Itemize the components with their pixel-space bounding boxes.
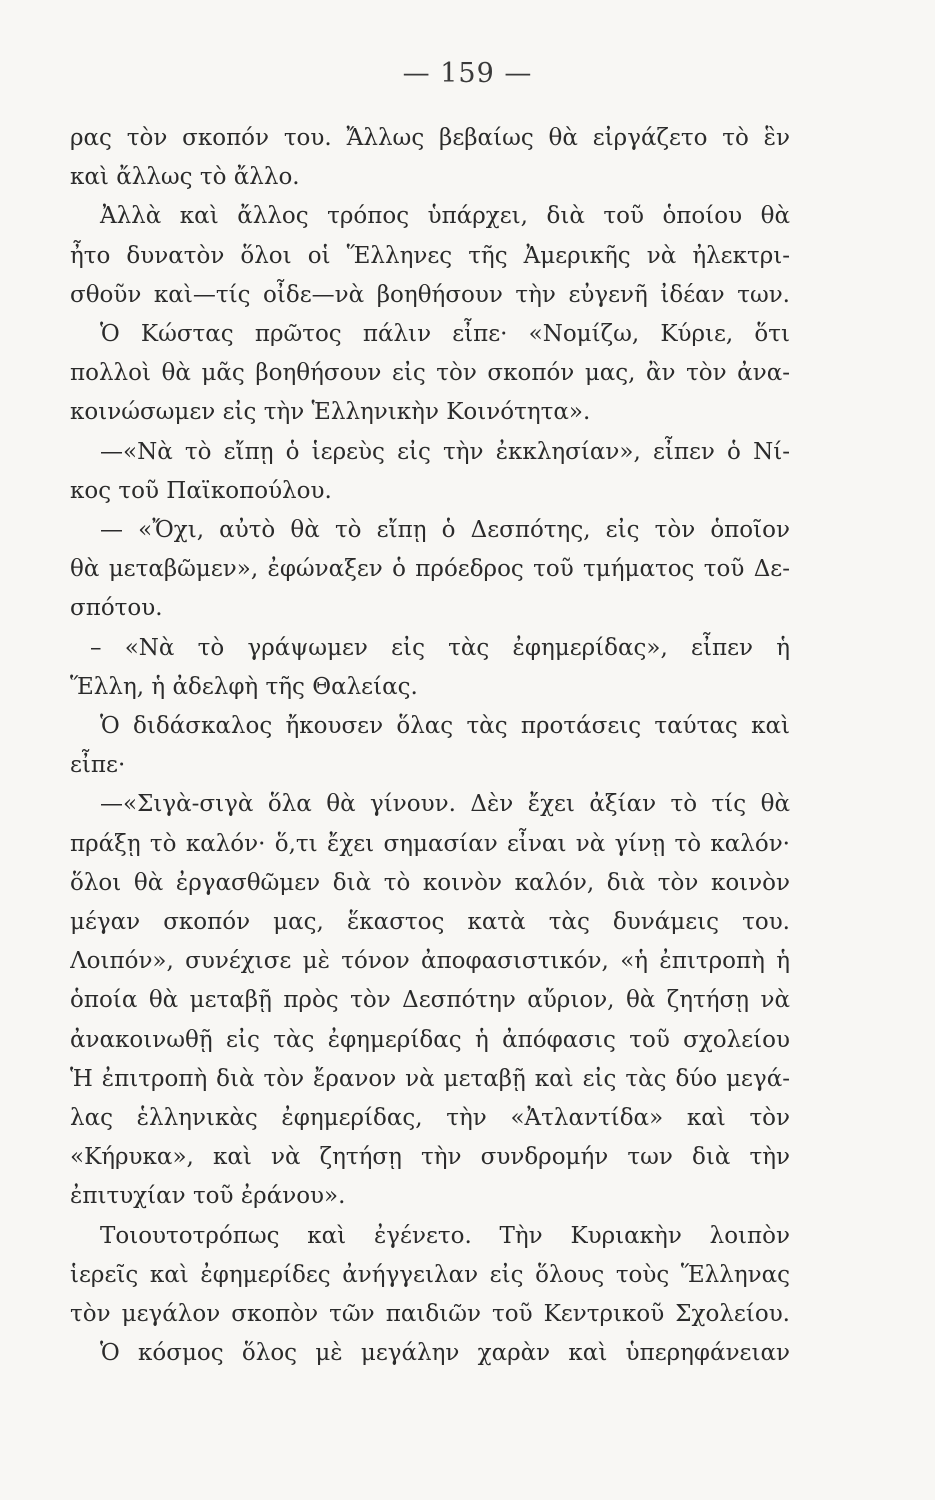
text-line: ὅλοι θὰ ἐργασθῶμεν διὰ τὸ κοινὸν καλόν, διὰ τὸν κοινὸν (70, 870, 790, 896)
text-line: Ὁ Κώστας πρῶτος πάλιν εἶπε· «Νομίζω, Κύριε, ὅτι (100, 321, 790, 347)
text-line: πράξῃ τὸ καλόν· ὅ,τι ἔχει σημασίαν εἶναι νὰ γίνῃ τὸ καλόν· (70, 831, 790, 857)
text-line: ἀνακοινωθῇ εἰς τὰς ἐφημερίδας ἡ ἀπόφασις τοῦ σχολείου (70, 1027, 790, 1053)
text-line: σθοῦν καὶ—τίς οἶδε—νὰ βοηθήσουν τὴν εὐγενῆ ἰδέαν των. (70, 282, 790, 308)
text-line: ὁποία θὰ μεταβῇ πρὸς τὸν Δεσπότην αὔριον, θὰ ζητήσῃ νὰ (70, 987, 790, 1013)
text-line: θὰ μεταβῶμεν», ἐφώναξεν ὁ πρόεδρος τοῦ τμήματος τοῦ Δε- (70, 556, 790, 582)
text-line: —«Σιγὰ-σιγὰ ὅλα θὰ γίνουν. Δὲν ἔχει ἀξίαν τὸ τίς θὰ (100, 791, 790, 817)
text-line: – «Νὰ τὸ γράψωμεν εἰς τὰς ἐφημερίδας», εἶπεν ἡ (90, 635, 790, 661)
page-number: — 159 — (402, 58, 533, 89)
text-line: Ὁ διδάσκαλος ἤκουσεν ὅλας τὰς προτάσεις ταύτας καὶ (100, 713, 790, 739)
text-line: Λοιπόν», συνέχισε μὲ τόνον ἀποφασιστικόν, «ἡ ἐπιτροπὴ ἡ (70, 948, 790, 974)
text-line: Τοιουτοτρόπως καὶ ἐγένετο. Τὴν Κυριακὴν λοιπὸν (100, 1223, 790, 1249)
text-line: ἐπιτυχίαν τοῦ ἐράνου». (70, 1183, 346, 1209)
text-line: τὸν μεγάλον σκοπὸν τῶν παιδιῶν τοῦ Κεντρικοῦ Σχολείου. (70, 1301, 790, 1327)
text-line: «Κήρυκα», καὶ νὰ ζητήσῃ τὴν συνδρομήν των διὰ τὴν (70, 1144, 790, 1170)
text-line: Ἀλλὰ καὶ ἄλλος τρόπος ὑπάρχει, διὰ τοῦ ὁποίου θὰ (100, 203, 790, 229)
text-line: ρας τὸν σκοπόν του. Ἄλλως βεβαίως θὰ εἰργάζετο τὸ ἓν (70, 125, 790, 151)
text-line: σπότου. (70, 595, 163, 621)
text-line: Ἕλλη, ἡ ἀδελφὴ τῆς Θαλείας. (70, 674, 418, 700)
text-line: ἱερεῖς καὶ ἐφημερίδες ἀνήγγειλαν εἰς ὅλους τοὺς Ἕλληνας (70, 1262, 790, 1288)
text-line: —«Νὰ τὸ εἴπῃ ὁ ἱερεὺς εἰς τὴν ἐκκλησίαν», εἶπεν ὁ Νί- (100, 439, 790, 465)
text-line: κοινώσωμεν εἰς τὴν Ἑλληνικὴν Κοινότητα». (70, 399, 591, 425)
text-line: μέγαν σκοπόν μας, ἕκαστος κατὰ τὰς δυνάμεις του. (70, 909, 790, 935)
text-line: πολλοὶ θὰ μᾶς βοηθήσουν εἰς τὸν σκοπόν μας, ἂν τὸν ἀνα- (70, 360, 790, 386)
text-line: ἦτο δυνατὸν ὅλοι οἱ Ἕλληνες τῆς Ἀμερικῆς νὰ ἠλεκτρι- (70, 243, 790, 269)
text-line: Ὁ κόσμος ὅλος μὲ μεγάλην χαρὰν καὶ ὑπερηφάνειαν (100, 1340, 790, 1366)
text-line: — «Ὄχι, αὐτὸ θὰ τὸ εἴπῃ ὁ Δεσπότης, εἰς τὸν ὁποῖον (100, 517, 790, 543)
text-line: καὶ ἄλλως τὸ ἄλλο. (70, 164, 300, 190)
text-line: κος τοῦ Παϊκοπούλου. (70, 478, 332, 504)
text-line: Ἡ ἐπιτροπὴ διὰ τὸν ἔρανον νὰ μεταβῇ καὶ εἰς τὰς δύο μεγά- (70, 1066, 790, 1092)
text-line: λας ἑλληνικὰς ἐφημερίδας, τὴν «Ἀτλαντίδα» καὶ τὸν (70, 1105, 790, 1131)
text-line: εἶπε· (70, 752, 126, 778)
